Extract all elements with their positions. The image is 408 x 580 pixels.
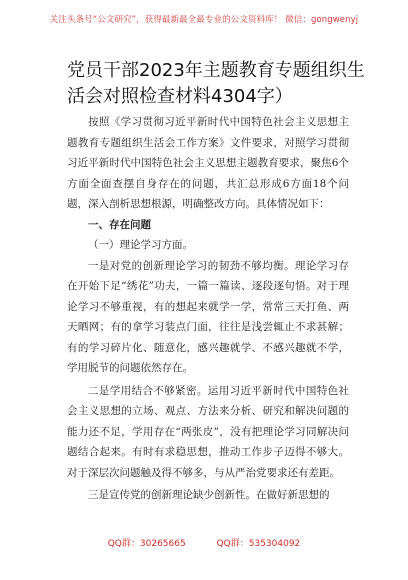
section-heading: 一、存在问题	[88, 218, 151, 231]
body-paragraph: 三是宣传党的创新理论缺少创新性。在做好新思想的	[88, 489, 330, 501]
subsection-heading: （一）理论学习方面。	[88, 239, 193, 251]
document-body	[67, 112, 349, 506]
intro-paragraph: 按照《学习贯彻习近平新时代中国特色社会主义思想主题教育专题组织生活会工作方案》文件要求，对照学习贯彻习近平新时代中国特色社会主义思想主题教育要求，聚焦6个方面全面查摆自身存在的问题，共汇总形成6方面18个问题，深入剖析思想根源，明确整改方向。具体情况如下：	[67, 116, 349, 210]
document-title: 党员干部2023年主题教育专题组织生活会对照检查材料4304字）	[67, 60, 365, 107]
body-paragraph: 一是对党的创新理论学习的韧劲不够均衡。理论学习存在开始下足“绣花”功夫，一篇一篇读、逐段逐句悟。对于理论学习不够重视，有的想起来就学一学，常常三天打鱼、两天晒网；有的拿学习装点门面，往往是浅尝辄止不求甚解；有的学习碎片化、随意化，感兴趣就学、不感兴趣就不学，学用脱节的问题依然存在。	[67, 259, 349, 374]
promo-banner: 关注头条号“公文研究”，获得最新最全最专业的公文资料库！ 微信：gongwenyj	[49, 15, 359, 25]
footer-qq-group-2: QQ群：535304092	[216, 539, 301, 549]
footer-contacts	[0, 536, 408, 549]
body-paragraph: 二是学用结合不够紧密。运用习近平新时代中国特色社会主义思想的立场、观点、方法来分析、研究和解决问题的能力还不足，学用存在“两张皮”，没有把理论学习同解决问题结合起来。有时有求稳思想，推动工作步子迈得不够大。对于深层次问题触及得不够多，与从严治党要求还有差距。	[67, 384, 349, 479]
footer-qq-group-1: QQ群：30265665	[107, 539, 186, 549]
